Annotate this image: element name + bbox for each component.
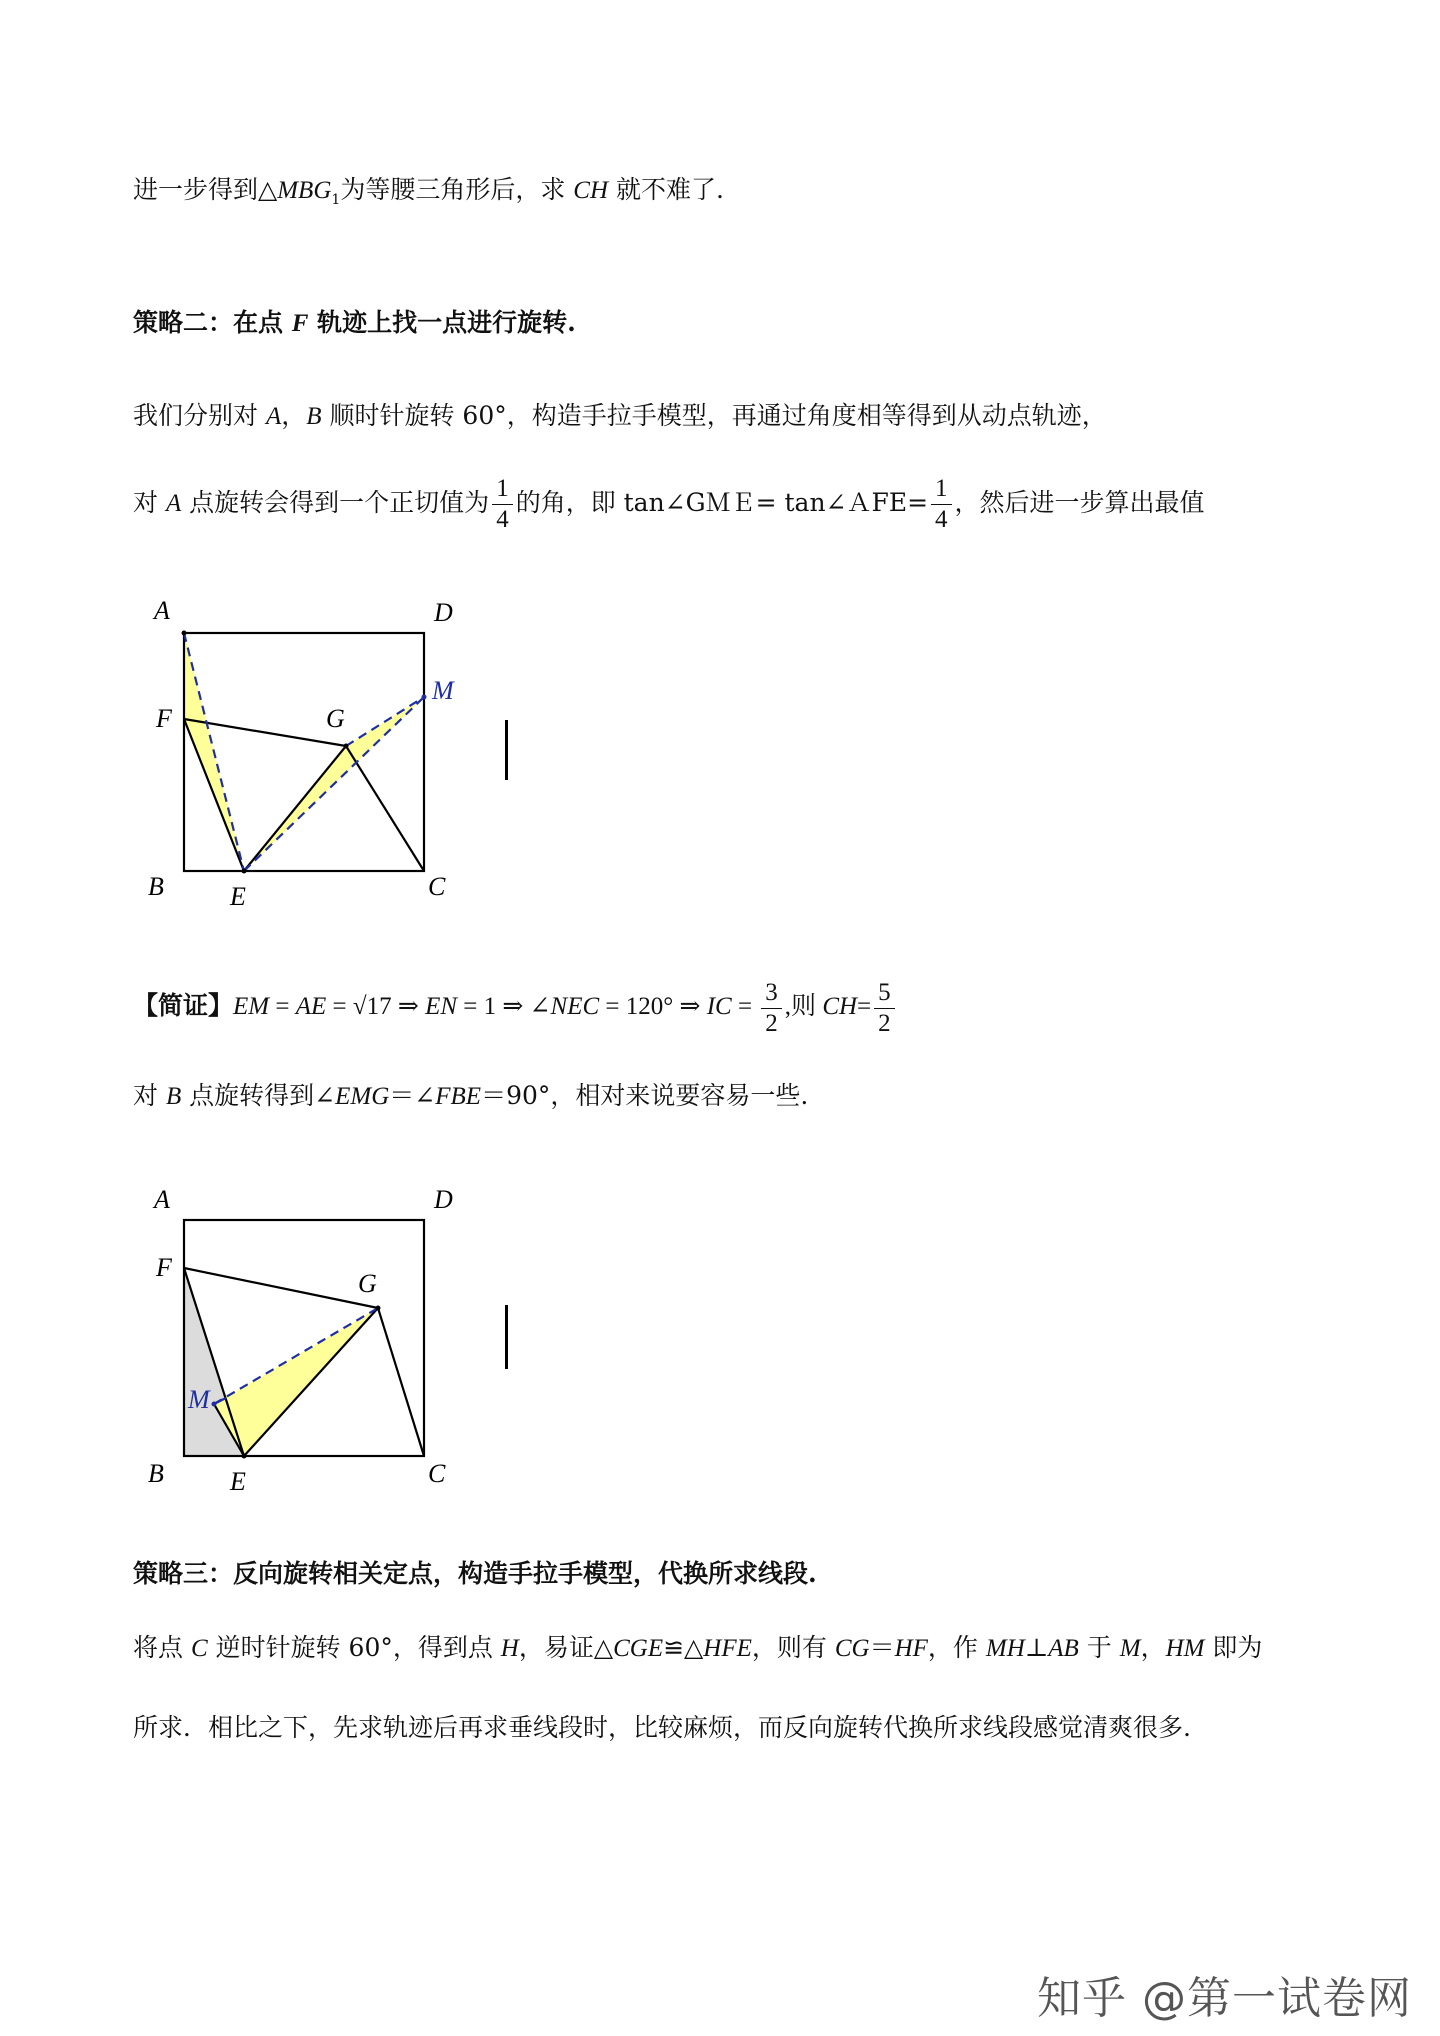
text-span: ，作: [927, 1633, 986, 1662]
label-f: F: [156, 1253, 172, 1282]
point-m: [212, 1402, 217, 1407]
text-line-6: [133, 1078, 808, 1115]
text-span: 就不难了.: [608, 175, 724, 204]
fraction-denominator: 4: [496, 506, 509, 533]
math-var: B: [306, 403, 322, 430]
math-var: M: [1119, 1635, 1141, 1662]
fraction-one-quarter: [931, 474, 952, 535]
segment-gc: [378, 1308, 424, 1456]
label-b: B: [148, 872, 164, 901]
math-var: NEC: [550, 993, 600, 1021]
label-m: M: [432, 676, 454, 705]
strategy-three-heading: 策略三：反向旋转相关定点，构造手拉手模型，代换所求线段.: [133, 1559, 817, 1588]
text-span: ，: [1140, 1633, 1166, 1662]
fraction-numerator: 5: [874, 978, 895, 1009]
text-line-1: [133, 172, 724, 218]
math-var: HFE: [703, 1635, 752, 1662]
fraction-denominator: 4: [935, 506, 948, 533]
text-span: ,则: [784, 993, 823, 1021]
fraction-numerator: 1: [492, 474, 513, 505]
math-var: CH: [573, 177, 608, 204]
text-span: 点旋转会得到一个正切值为: [181, 488, 490, 517]
text-span: ，然后进一步算出最值: [954, 488, 1205, 517]
math-var: B: [165, 1083, 182, 1110]
text-span: ⊥: [1024, 1633, 1049, 1662]
strategy-two-heading: [133, 305, 576, 342]
label-d: D: [434, 1185, 453, 1214]
point-a: [182, 631, 187, 636]
text-span: ＝∠: [389, 1081, 436, 1110]
label-b: B: [148, 1459, 164, 1488]
text-span: ＝: [869, 1633, 895, 1662]
label-e: E: [230, 882, 246, 911]
text-span: ≌△: [663, 1633, 704, 1662]
math-var: CG: [834, 1635, 870, 1662]
text-span: 我们分别对: [133, 401, 266, 430]
segment-fe: [184, 719, 244, 871]
fraction-five-halves: [874, 978, 895, 1039]
fraction-denominator: 2: [878, 1010, 891, 1037]
label-a: A: [154, 596, 170, 625]
figure-2-svg: [140, 1172, 560, 1512]
label-a: A: [154, 1185, 170, 1214]
math-var: IC: [706, 993, 732, 1021]
math-var: HM: [1165, 1635, 1205, 1662]
label-g: G: [326, 704, 345, 733]
geometry-figure-2: [140, 1172, 560, 1512]
label-g: G: [358, 1269, 377, 1298]
segment-eg: [244, 746, 346, 871]
brief-proof: [133, 978, 898, 1039]
text-span: ，则有: [751, 1633, 835, 1662]
dashed-ae: [184, 633, 244, 871]
math-var: EM: [233, 993, 270, 1021]
math-var: H: [500, 1635, 519, 1662]
text-span: = 1 ⇒ ∠: [457, 993, 551, 1021]
text-span: 进一步得到△: [133, 175, 278, 204]
fraction-numerator: 1: [931, 474, 952, 505]
point-g: [344, 744, 349, 749]
zhihu-watermark: 知乎 @第一试卷网: [1037, 1973, 1412, 2024]
label-e: E: [230, 1467, 246, 1496]
text-span: =: [731, 993, 759, 1021]
point-e: [242, 869, 247, 874]
text-span: =: [269, 993, 296, 1021]
text-span: 即为: [1204, 1633, 1263, 1662]
text-span: ，: [281, 401, 307, 430]
proof-heading: 【简证】: [133, 991, 234, 1021]
point-m: [422, 695, 427, 700]
math-var: A: [265, 403, 282, 430]
text-span: 于: [1078, 1633, 1120, 1662]
text-span: 逆时针旋转 60°，得到点: [207, 1633, 501, 1662]
segment-gc: [346, 746, 424, 871]
text-span: 将点: [133, 1633, 191, 1662]
text-span: 策略二：在点: [133, 308, 292, 337]
text-line-3: [133, 398, 1107, 435]
fraction-numerator: 3: [761, 978, 782, 1009]
math-var: CGE: [613, 1635, 664, 1662]
text-span: 对: [133, 488, 166, 517]
text-span: = √17 ⇒: [326, 993, 426, 1021]
subscript: 1: [331, 192, 341, 208]
label-f: F: [156, 704, 172, 733]
label-c: C: [428, 1459, 446, 1488]
label-d: D: [434, 598, 453, 627]
math-var: AE: [295, 993, 327, 1021]
text-line-9: 所求．相比之下，先求轨迹后再求垂线段时，比较麻烦，而反向旋转代换所求线段感觉清爽很多.: [133, 1713, 1191, 1742]
figure-1-svg: [140, 585, 560, 925]
math-var: AB: [1048, 1635, 1079, 1662]
text-span: 对: [133, 1081, 166, 1110]
text-span: ＝90°，相对来说要容易一些.: [481, 1081, 809, 1110]
math-var: EMG: [335, 1083, 390, 1110]
math-var: MBG: [277, 177, 332, 204]
math-var: F: [291, 310, 309, 337]
fraction-three-halves: [761, 978, 782, 1039]
math-var: FBE: [435, 1083, 482, 1110]
point-e: [242, 1454, 247, 1459]
square-abcd: [184, 633, 424, 871]
math-var: EN: [425, 993, 458, 1021]
text-span: = 120° ⇒: [599, 993, 707, 1021]
shaded-triangle-meg: [214, 1308, 378, 1456]
text-span: 顺时针旋转 60°，构造手拉手模型，再通过角度相等得到从动点轨迹，: [321, 401, 1107, 430]
segment-fg: [184, 1268, 378, 1308]
text-span: =: [857, 993, 872, 1021]
math-var: A: [165, 490, 182, 517]
label-c: C: [428, 872, 446, 901]
text-span: 点旋转得到∠: [181, 1081, 336, 1110]
text-span: 的角，即 tan∠GＭＥ= tan∠ＡFE=: [515, 488, 929, 517]
fraction-denominator: 2: [765, 1010, 778, 1037]
math-var: CH: [822, 993, 858, 1021]
point-g: [376, 1306, 381, 1311]
vertical-bar-2: [505, 1305, 508, 1369]
text-line-4: [133, 474, 1205, 535]
math-var: MH: [985, 1635, 1025, 1662]
math-var: C: [190, 1635, 208, 1662]
text-span: 轨迹上找一点进行旋转.: [308, 308, 576, 337]
fraction-one-quarter: [492, 474, 513, 535]
vertical-bar-1: [505, 720, 508, 780]
label-m: M: [188, 1385, 210, 1414]
text-span: 为等腰三角形后，求: [340, 175, 574, 204]
text-span: ，易证△: [518, 1633, 614, 1662]
geometry-figure-1: [140, 585, 560, 925]
text-line-8: [133, 1630, 1262, 1667]
math-var: HF: [894, 1635, 928, 1662]
